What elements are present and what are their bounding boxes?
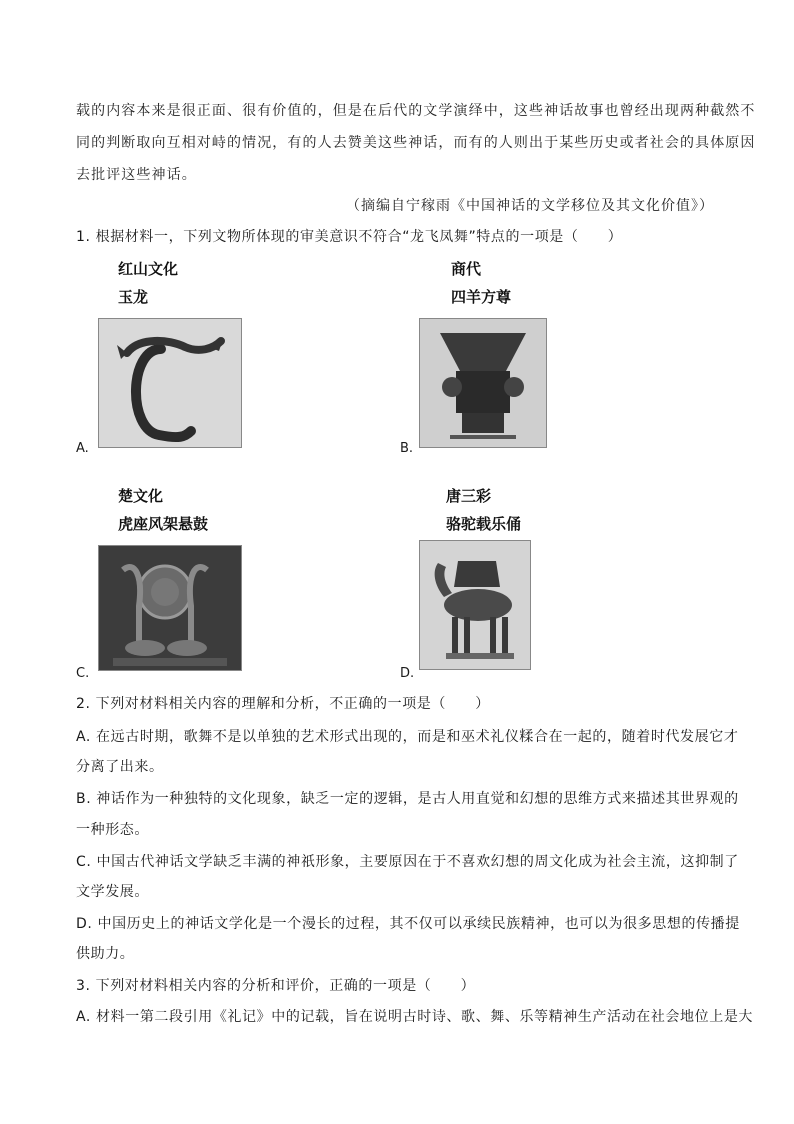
option-b-label: B. — [400, 441, 414, 456]
option-b-caption-line2: 四羊方尊 — [451, 288, 512, 306]
option-d-label: D. — [400, 666, 415, 681]
question-3-option-a: A. 材料一第二段引用《礼记》中的记载，旨在说明古时诗、歌、舞、乐等精神生产活动在社会地位上是大 — [76, 1009, 754, 1025]
question-2-stem: 2. 下列对材料相关内容的理解和分析，不正确的一项是（ ） — [76, 696, 490, 712]
option-a-caption-line2: 玉龙 — [118, 288, 149, 306]
option-d-caption-line2: 骆驼载乐俑 — [446, 515, 522, 533]
question-2-option-b: B. 神话作为一种独特的文化现象，缺乏一定的逻辑，是古人用直觉和幻想的思维方式来描述其世界观的 — [76, 791, 739, 807]
passage-line: 去批评这些神话。 — [76, 167, 197, 183]
option-c-caption-line2: 虎座风架悬鼓 — [118, 515, 209, 533]
bronze-vessel-icon — [419, 318, 547, 448]
question-2-option-c: C. 中国古代神话文学缺乏丰满的神祇形象，主要原因在于不喜欢幻想的周文化成为社会主流，这抑制了 — [76, 854, 739, 870]
jade-dragon-icon — [98, 318, 242, 448]
passage-line: 同的判断取向互相对峙的情况，有的人去赞美这些神话，而有的人则出于某些历史或者社会的具体原因 — [76, 135, 756, 151]
question-2-option-d: D. 中国历史上的神话文学化是一个漫长的过程，其不仅可以承续民族精神，也可以为很多思想的传播提 — [76, 916, 740, 932]
question-1-stem: 1. 根据材料一，下列文物所体现的审美意识不符合“龙飞凤舞”特点的一项是（ ） — [76, 229, 623, 245]
option-b-caption-line1: 商代 — [451, 260, 482, 278]
question-3-stem: 3. 下列对材料相关内容的分析和评价，正确的一项是（ ） — [76, 978, 476, 994]
question-2-option-c-cont: 文学发展。 — [76, 884, 149, 900]
option-a-caption-line1: 红山文化 — [118, 260, 179, 278]
drum-stand-icon — [98, 545, 242, 671]
option-a-label: A. — [76, 441, 89, 456]
question-2-option-d-cont: 供助力。 — [76, 946, 135, 962]
option-d-caption-line1: 唐三彩 — [446, 487, 492, 505]
passage-line: 载的内容本来是很正面、很有价值的，但是在后代的文学演绎中，这些神话故事也曾经出现两种截然不 — [76, 103, 756, 119]
camel-figurine-icon — [419, 540, 531, 670]
question-2-option-a-cont: 分离了出来。 — [76, 759, 164, 775]
question-2-option-a: A. 在远古时期，歌舞不是以单独的艺术形式出现的，而是和巫术礼仪糅合在一起的，随着时代发展它才 — [76, 729, 739, 745]
option-c-caption-line1: 楚文化 — [118, 487, 164, 505]
question-2-option-b-cont: 一种形态。 — [76, 822, 149, 838]
source-citation: （摘编自宁稼雨《中国神话的文学移位及其文化价值》） — [346, 198, 714, 214]
option-c-label: C. — [76, 666, 90, 681]
